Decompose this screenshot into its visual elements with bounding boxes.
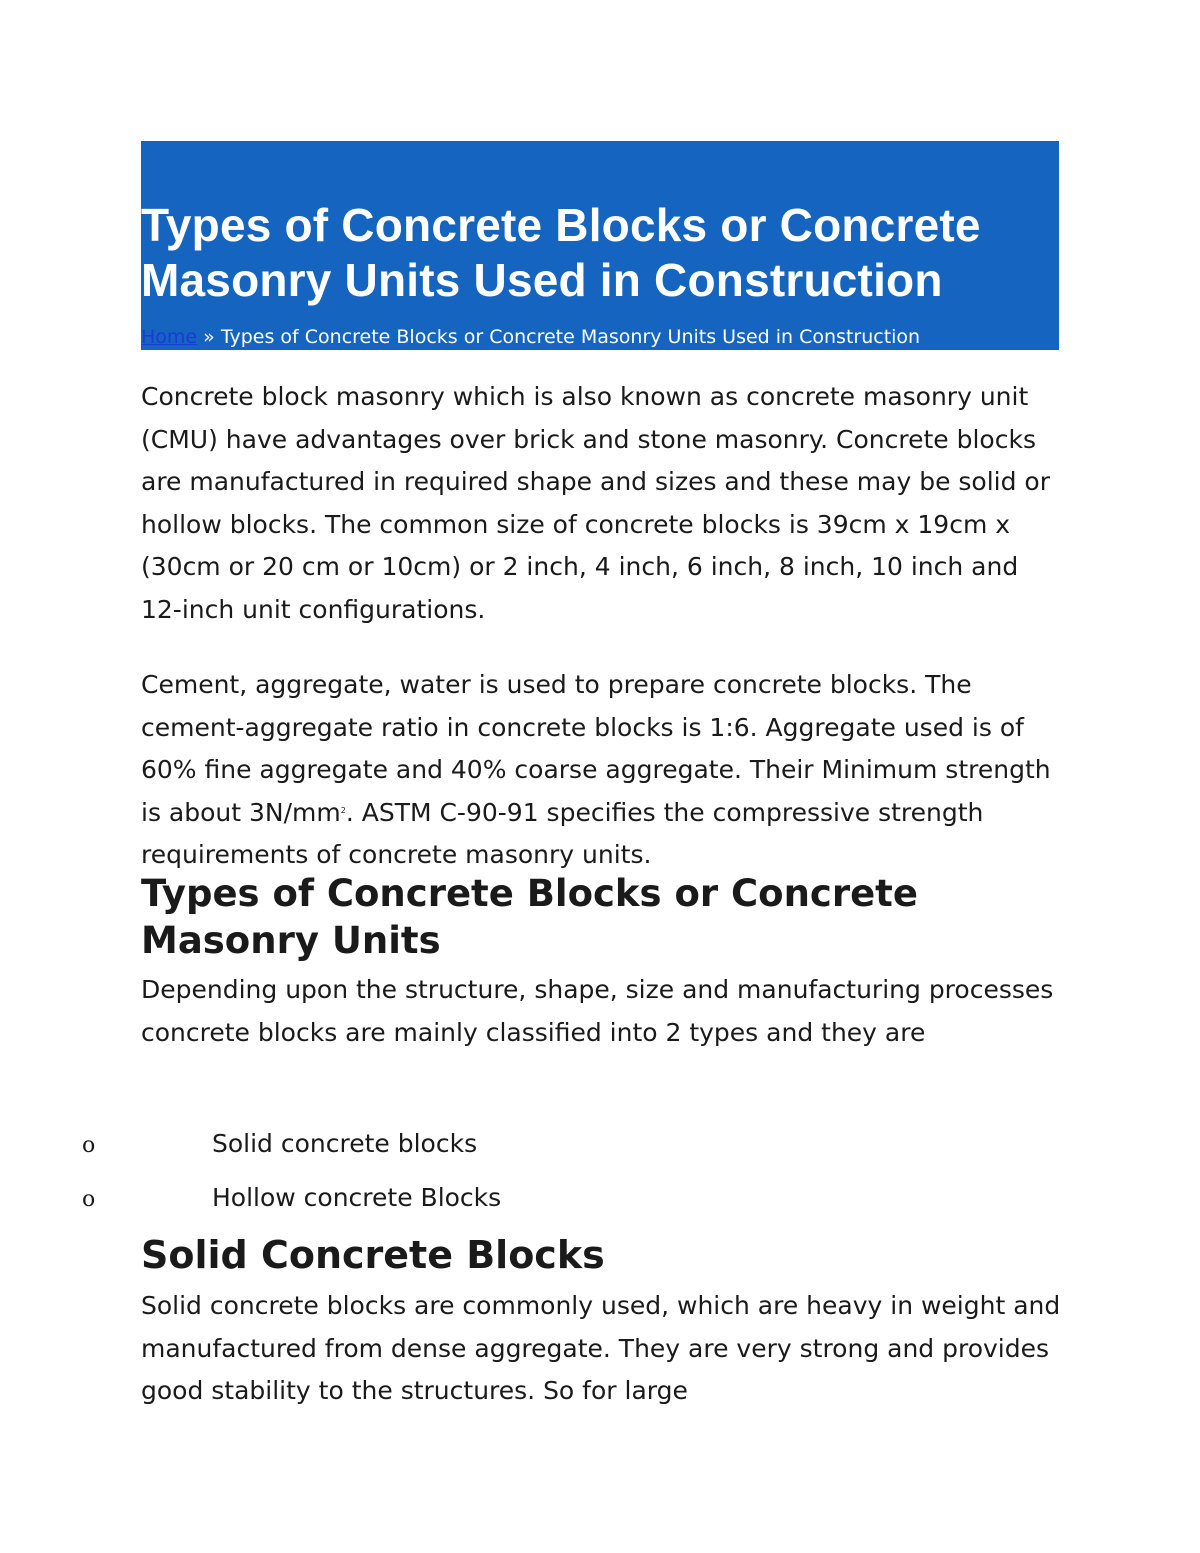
bullet-icon: o (82, 1133, 96, 1158)
intro-paragraph-2-text-end: . ASTM C-90-91 specifies the compressive strength requirements of concrete masonry units. (141, 797, 984, 870)
breadcrumb-current: Types of Concrete Blocks or Concrete Masonry Units Used in Construction (220, 326, 921, 348)
types-heading: Types of Concrete Blocks or Concrete Masonry Units (141, 872, 918, 962)
superscript-exponent: 2 (340, 805, 346, 815)
intro-paragraph-2 (141, 664, 1061, 877)
breadcrumb-home-link[interactable]: Home (141, 326, 198, 348)
types-description: Depending upon the structure, shape, size and manufacturing processes concrete blocks are mainly classified into 2 types and they are (141, 975, 1054, 1047)
list-item-label: Hollow concrete Blocks (212, 1183, 502, 1212)
breadcrumb (141, 324, 1059, 350)
page-title: Types of Concrete Blocks or Concrete Masonry Units Used in Construction (141, 199, 981, 306)
list-item (0, 1178, 1200, 1218)
bullet-icon: o (82, 1187, 96, 1212)
list-item (0, 1124, 1200, 1164)
solid-blocks-heading: Solid Concrete Blocks (141, 1233, 605, 1277)
solid-blocks-description: Solid concrete blocks are commonly used, which are heavy in weight and manufactured from dense aggregate. They are very strong and provides good stability to the structures. So for large (141, 1291, 1061, 1406)
breadcrumb-separator: » (197, 326, 221, 348)
list-item-label: Solid concrete blocks (212, 1129, 478, 1158)
intro-paragraph-2-text: Cement, aggregate, water is used to prepare concrete blocks. The cement-aggregate ratio in concrete blocks is 1:6. Aggregate used is of 60% fine aggregate and 40% coarse aggregate. Their Minimum strength is about 3N/mm (141, 670, 1051, 827)
intro-paragraph-1: Concrete block masonry which is also known as concrete masonry unit (CMU) have advantages over brick and stone masonry. Concrete blocks are manufactured in required shape and sizes and these may be solid or hollow blocks. The common size of concrete blocks is 39cm x 19cm x (30cm or 20 cm or 10cm) or 2 inch, 4 inch, 6 inch, 8 inch, 10 inch and 12-inch unit configurations. (141, 382, 1050, 624)
